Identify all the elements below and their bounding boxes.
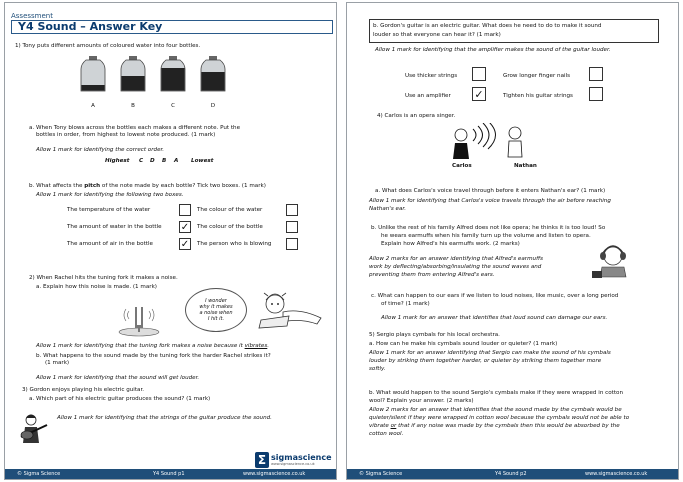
q5a-mark-1: Allow 1 mark for an answer identifying that Sergio can make the sound of his cymbals [369,350,611,356]
q3b-line2: louder so that everyone can hear it? (1 mark) [373,32,501,38]
tick-box[interactable] [286,221,298,233]
option-label: The colour of the bottle [197,224,263,230]
q5a-stem: a. How can he make his cymbals sound louder or quieter? (1 mark) [369,341,558,347]
tick-box[interactable] [472,67,486,81]
bottle-d-icon [200,55,226,93]
q4a-stem: a. What does Carlos's voice travel through before it enters Nathan's ear? (1 mark) [375,188,606,194]
option-label: The amount of water in the bottle [67,224,162,230]
q4b-line2: he wears earmuffs when his family turn up the volume and listen to opera. [381,233,591,239]
option-label: Grow longer finger nails [503,73,571,79]
option-label: Tighten his guitar strings [503,93,573,99]
earmuff-boy-icon [590,243,636,279]
option-label: The amount of air in the bottle [67,241,153,247]
q1a-order-2: D [150,158,155,164]
tick-box[interactable]: ✓ [472,87,486,101]
q3a-stem: a. Which part of his electric guitar produces the sound? (1 mark) [29,396,211,402]
option-label: Use an amplifier [405,93,451,99]
q4b-mark-2: work by deflecting/absorbing/insulating the sound waves and [369,264,542,270]
opera-singer-icon [455,129,467,141]
girl-reading-icon [255,290,325,332]
q2b-line1: b. What happens to the sound made by the tuning fork the harder Rachel strikes it? [36,353,271,359]
q1a-order-4: A [174,158,179,164]
q2b-mark: Allow 1 mark for identifying that the sound will get louder. [36,375,200,381]
tick-box[interactable] [286,238,298,250]
q1a-mark: Allow 1 mark for identifying the correct order. [36,147,165,153]
q4-stem: 4) Carlos is an opera singer. [377,113,456,119]
bottle-label-d: D [210,103,216,109]
q4c-line2: of time? (1 mark) [381,301,430,307]
q1-stem: 1) Tony puts different amounts of coloured water into four bottles. [15,43,201,49]
tick-box[interactable] [179,204,191,216]
tick-box[interactable]: ✓ [180,239,190,250]
option-label: The person who is blowing [197,241,272,247]
sound-waves-icon [473,123,496,149]
footer-copyright: © Sigma Science [359,471,403,477]
q5b-line2: wool? Explain your answer. (2 marks) [369,398,474,404]
footer [347,469,678,479]
q3b-line1: b. Gordon's guitar is an electric guitar. What does he need to do to make it sound [373,23,602,29]
q5a-mark-2: louder by striking them together harder, or quieter by striking them together more [369,358,602,364]
option-label: The colour of the water [197,207,263,213]
q5b-mark-2: quieter/silent if they were wrapped in cotton wool because the cymbals would not be able to [369,415,630,421]
q4b-mark-3: preventing them from entering Alfred's ears. [369,272,495,278]
thought-bubble: I wonder why it makes a noise when I hit it. [185,288,247,332]
opera-scene-icon [445,123,537,161]
q4b-mark-1: Allow 2 marks for an answer identifying that Alfred's earmuffs [369,256,544,262]
footer-page-label: Y4 Sound p2 [495,471,527,477]
footer-url[interactable]: www.sigmascience.co.uk [243,471,306,477]
q1b-stem: b. What affects the pitch of the note made by each bottle? Tick two boxes. (1 mark) [29,183,266,189]
bottle-a-icon [80,55,106,93]
q3a-mark: Allow 1 mark for identifying that the strings of the guitar produce the sound. [57,415,272,421]
q2b-line2: (1 mark) [45,360,70,366]
q4b-line1: b. Unlike the rest of his family Alfred does not like opera; he thinks it is too loud! So [371,225,606,231]
q1b-mark: Allow 1 mark for identifying the following two boxes. [36,192,184,198]
q1a-line2: bottles in order, from highest to lowest note produced. (1 mark) [36,132,216,138]
q1a-order-highest: Highest [105,158,130,164]
q3b-mark: Allow 1 mark for identifying that the amplifier makes the sound of the guitar louder. [375,47,611,53]
title-box [11,20,333,34]
q1a-order-3: B [162,158,167,164]
answer-key-page-1 [4,2,337,480]
bottle-c-icon [160,55,186,93]
assessment-label: Assessment [11,12,53,20]
q5b-mark-4: cotton wool. [369,431,404,437]
q4b-line3: Explain how Alfred's his earmuffs work. (2 marks) [381,241,520,247]
logo-text: sigmascience [271,453,332,462]
tick-box[interactable]: ✓ [180,222,190,233]
bottle-b-icon [120,55,146,93]
q5b-mark-3: vibrate or that if any noise was made by the cymbals then this would be absorbed by the [369,423,620,429]
boy-icon [509,127,521,139]
q5b-mark-1: Allow 2 marks for an answer that identifies that the sound made by the cymbals would be [369,407,622,413]
option-label: Use thicker strings [405,73,458,79]
q4a-mark-2: Nathan's ear. [369,206,406,212]
sigma-icon: Σ [255,452,269,468]
q4c-mark: Allow 1 mark for an answer that identifies that loud sound can damage our ears. [381,315,608,321]
tick-box[interactable] [286,204,298,216]
q1a-line1: a. When Tony blows across the bottles each makes a different note. Put the [29,125,241,131]
label-nathan: Nathan [514,163,537,169]
q1a-order-1: C [139,158,144,164]
footer [5,469,336,479]
q5b-line1: b. What would happen to the sound Sergio's cymbals make if they were wrapped in cotton [369,390,623,396]
q5-stem: 5) Sergio plays cymbals for his local orchestra. [369,332,500,338]
q4c-line1: c. What can happen to our ears if we listen to loud noises, like music, over a long period [371,293,619,299]
q2a-stem: a. Explain how this noise is made. (1 mark) [36,284,157,290]
bottle-label-c: C [171,103,175,109]
q5a-mark-3: softly. [369,366,386,372]
footer-copyright: © Sigma Science [17,471,61,477]
tick-box[interactable] [589,67,603,81]
guitarist-icon [17,413,51,445]
label-carlos: Carlos [452,163,472,169]
q3-stem: 3) Gordon enjoys playing his electric guitar. [22,387,145,393]
footer-url[interactable]: www.sigmascience.co.uk [585,471,648,477]
option-label: The temperature of the water [67,207,151,213]
q2-stem: 2) When Rachel hits the tuning fork it makes a noise. [29,275,178,281]
bottle-label-a: A [91,103,95,109]
footer-page-label: Y4 Sound p1 [153,471,185,477]
q1a-order-lowest: Lowest [191,158,214,164]
bottle-label-b: B [131,103,135,109]
q4a-mark-1: Allow 1 mark for identifying that Carlos's voice travels through the air before reaching [369,198,611,204]
q2a-mark: Allow 1 mark for identifying that the tuning fork makes a noise because it vibrates. [36,343,270,349]
tick-box[interactable] [589,87,603,101]
page-title: Y4 Sound – Answer Key [18,20,163,33]
logo-subtext: www.sigmascience.co.uk [271,462,315,466]
tuning-fork-icon [117,303,161,337]
sigmascience-logo [255,452,332,468]
answer-key-page-2 [346,2,679,480]
